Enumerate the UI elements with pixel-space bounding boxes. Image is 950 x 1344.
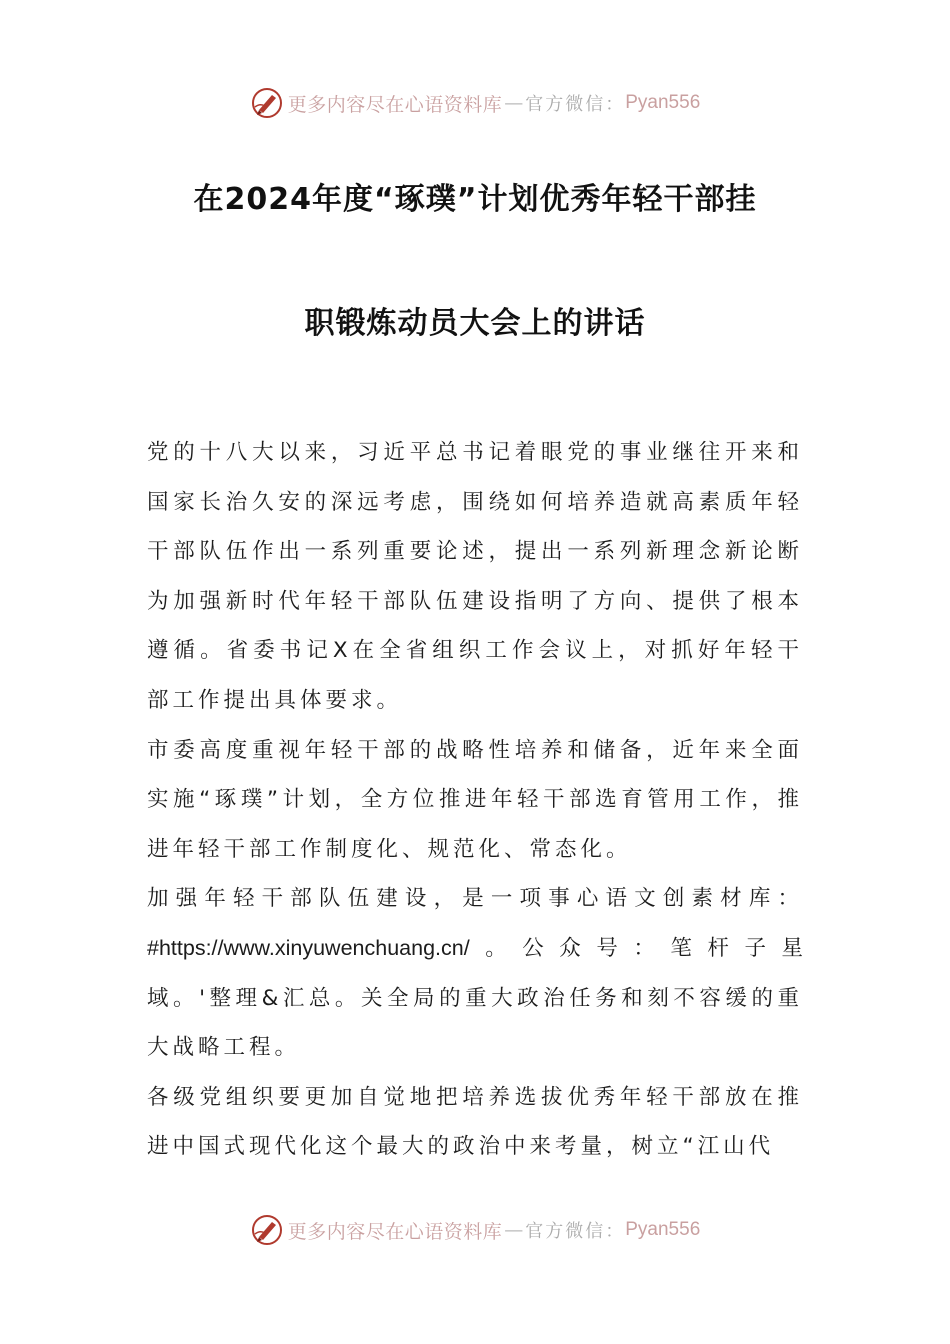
banner-contact-id: Pyan556 — [625, 1219, 701, 1240]
source-url: #https://www.xinyuwenchuang.cn/。公众号：笔杆子星 — [147, 935, 803, 960]
paragraph-4: 各级党组织要更加自觉地把培养选拔优秀年轻干部放在推进中国式现代化这个最大的政治中来考量，树立“江山代 — [147, 1084, 803, 1160]
banner-text: 更多内容尽在心语资料库 — [287, 93, 503, 116]
document-body — [147, 428, 803, 1172]
paragraph-1: 党的十八大以来，习近平总书记着眼党的事业继往开来和国家长治久安的深远考虑，围绕如何培养造就高素质年轻干部队伍作出一系列重要论述，提出一系列新理念新论断为加强新时代年轻干部队伍建设指明了方向、提供了根本遵循。省委书记X在全省组织工作会议上，对抓好年轻干部工作提出具体要求。 — [147, 440, 803, 713]
footer-banner — [0, 1210, 950, 1250]
document-title-line2: 职锻炼动员大会上的讲话 — [304, 306, 646, 341]
pen-nib-logo-icon — [250, 86, 284, 120]
pen-nib-logo-icon — [250, 1213, 284, 1247]
banner-contact-id: Pyan556 — [625, 92, 701, 113]
banner-text: 更多内容尽在心语资料库 — [287, 1220, 503, 1243]
paragraph-3-line-3: 域。'整理&汇总。关全局的重大政治任务和刻不容缓的重大战略工程。 — [147, 985, 803, 1061]
paragraph-2: 市委高度重视年轻干部的战略性培养和储备，近年来全面实施“琢璞”计划，全方位推进年轻干部选育管用工作，推进年轻干部工作制度化、规范化、常态化。 — [147, 737, 803, 862]
paragraph-3-link-line — [147, 924, 803, 974]
paragraph-3-line-1: 加强年轻干部队伍建设，是一项事心语文创素材库： — [147, 886, 803, 912]
header-banner — [0, 83, 950, 123]
document-title-line1: 在2024年度“琢璞”计划优秀年轻干部挂 — [193, 182, 757, 217]
banner-contact-label: 官方微信： — [525, 1221, 626, 1242]
banner-separator: — — [504, 92, 524, 114]
banner-separator: — — [504, 1219, 524, 1241]
banner-contact-label: 官方微信： — [525, 94, 626, 115]
